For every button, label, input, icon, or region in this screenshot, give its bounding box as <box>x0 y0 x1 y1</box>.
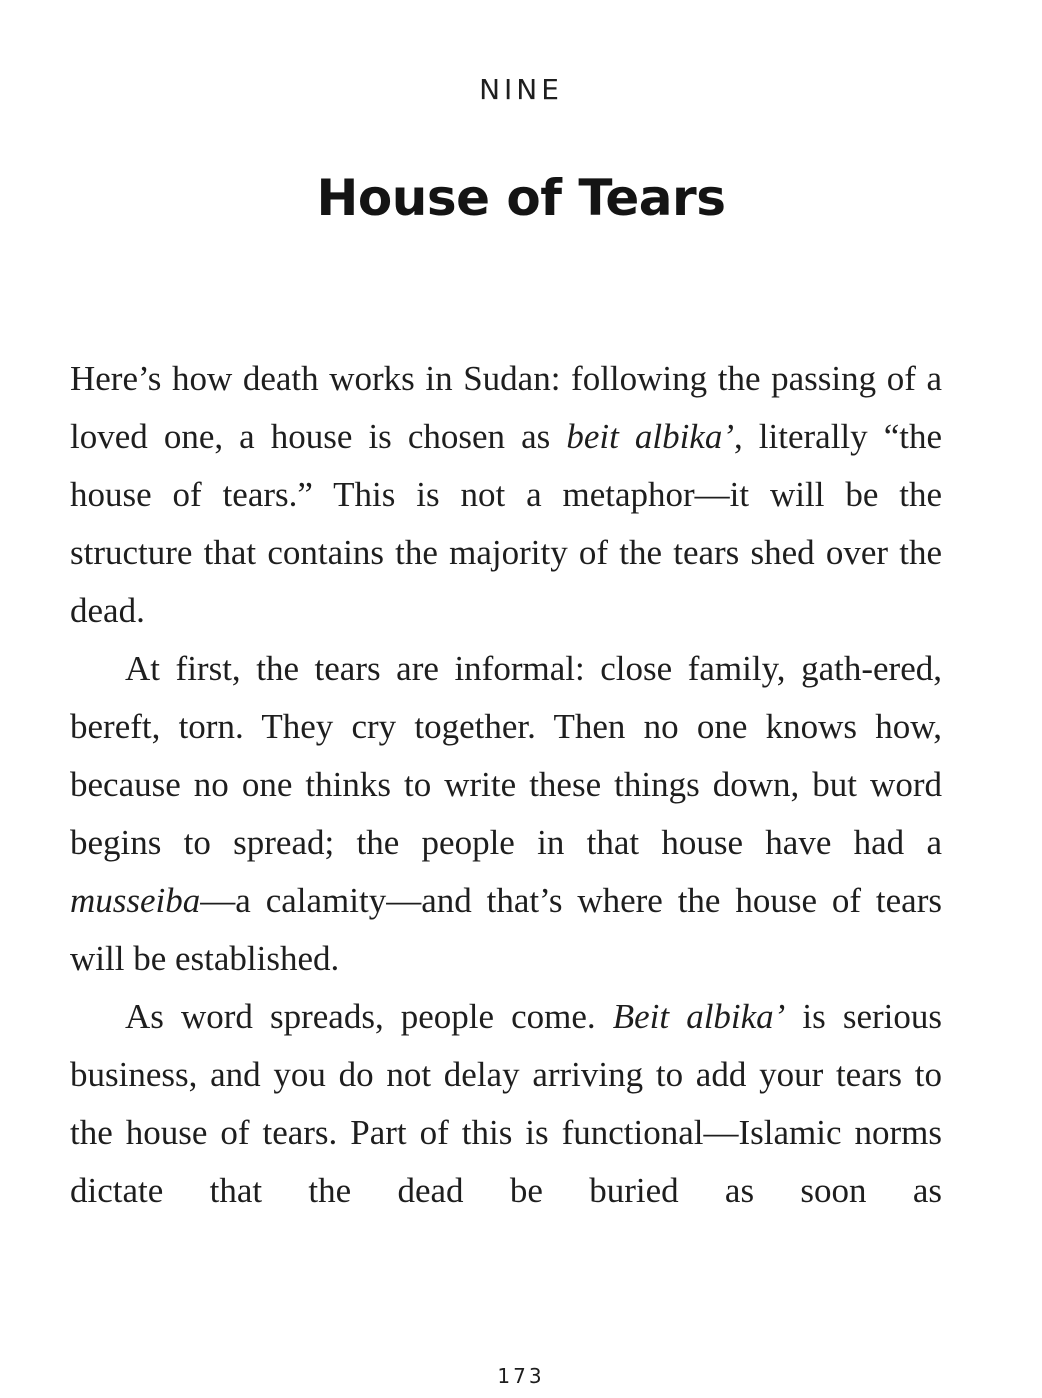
paragraph-2 <box>70 640 942 988</box>
text-segment: Here’s how death works in Sudan: following the passing of a loved one, a house is chosen as <box>70 359 942 456</box>
text-segment: is serious business, and you do not delay arriving to add your tears to the house of tears. Part of this is functional—Islamic norms dictate that the dead be buried as soon as <box>70 997 942 1210</box>
italic-term: beit albika’ <box>566 417 734 456</box>
text-segment: —a calamity—and that’s where the house of tears will be established. <box>70 881 942 978</box>
text-segment: At first, the tears are informal: close family, gath-ered, bereft, torn. They cry together. Then no one knows how, because no one thinks to write these things down, but word begins to spread; the people in that house have had a <box>70 649 942 862</box>
text-segment: As word spreads, people come. <box>125 997 613 1036</box>
paragraph-3 <box>70 988 942 1220</box>
text-segment: , literally “the house of tears.” This is not a metaphor—it will be the structure that contains the majority of the tears shed over the dead. <box>70 417 942 630</box>
italic-term: musseiba <box>70 881 201 920</box>
chapter-number: NINE <box>479 73 563 106</box>
page-number: 173 <box>497 1364 545 1388</box>
chapter-title: House of Tears <box>316 169 726 227</box>
italic-term: Beit albika’ <box>612 997 786 1036</box>
body-text <box>70 350 942 1220</box>
paragraph-1 <box>70 350 942 640</box>
